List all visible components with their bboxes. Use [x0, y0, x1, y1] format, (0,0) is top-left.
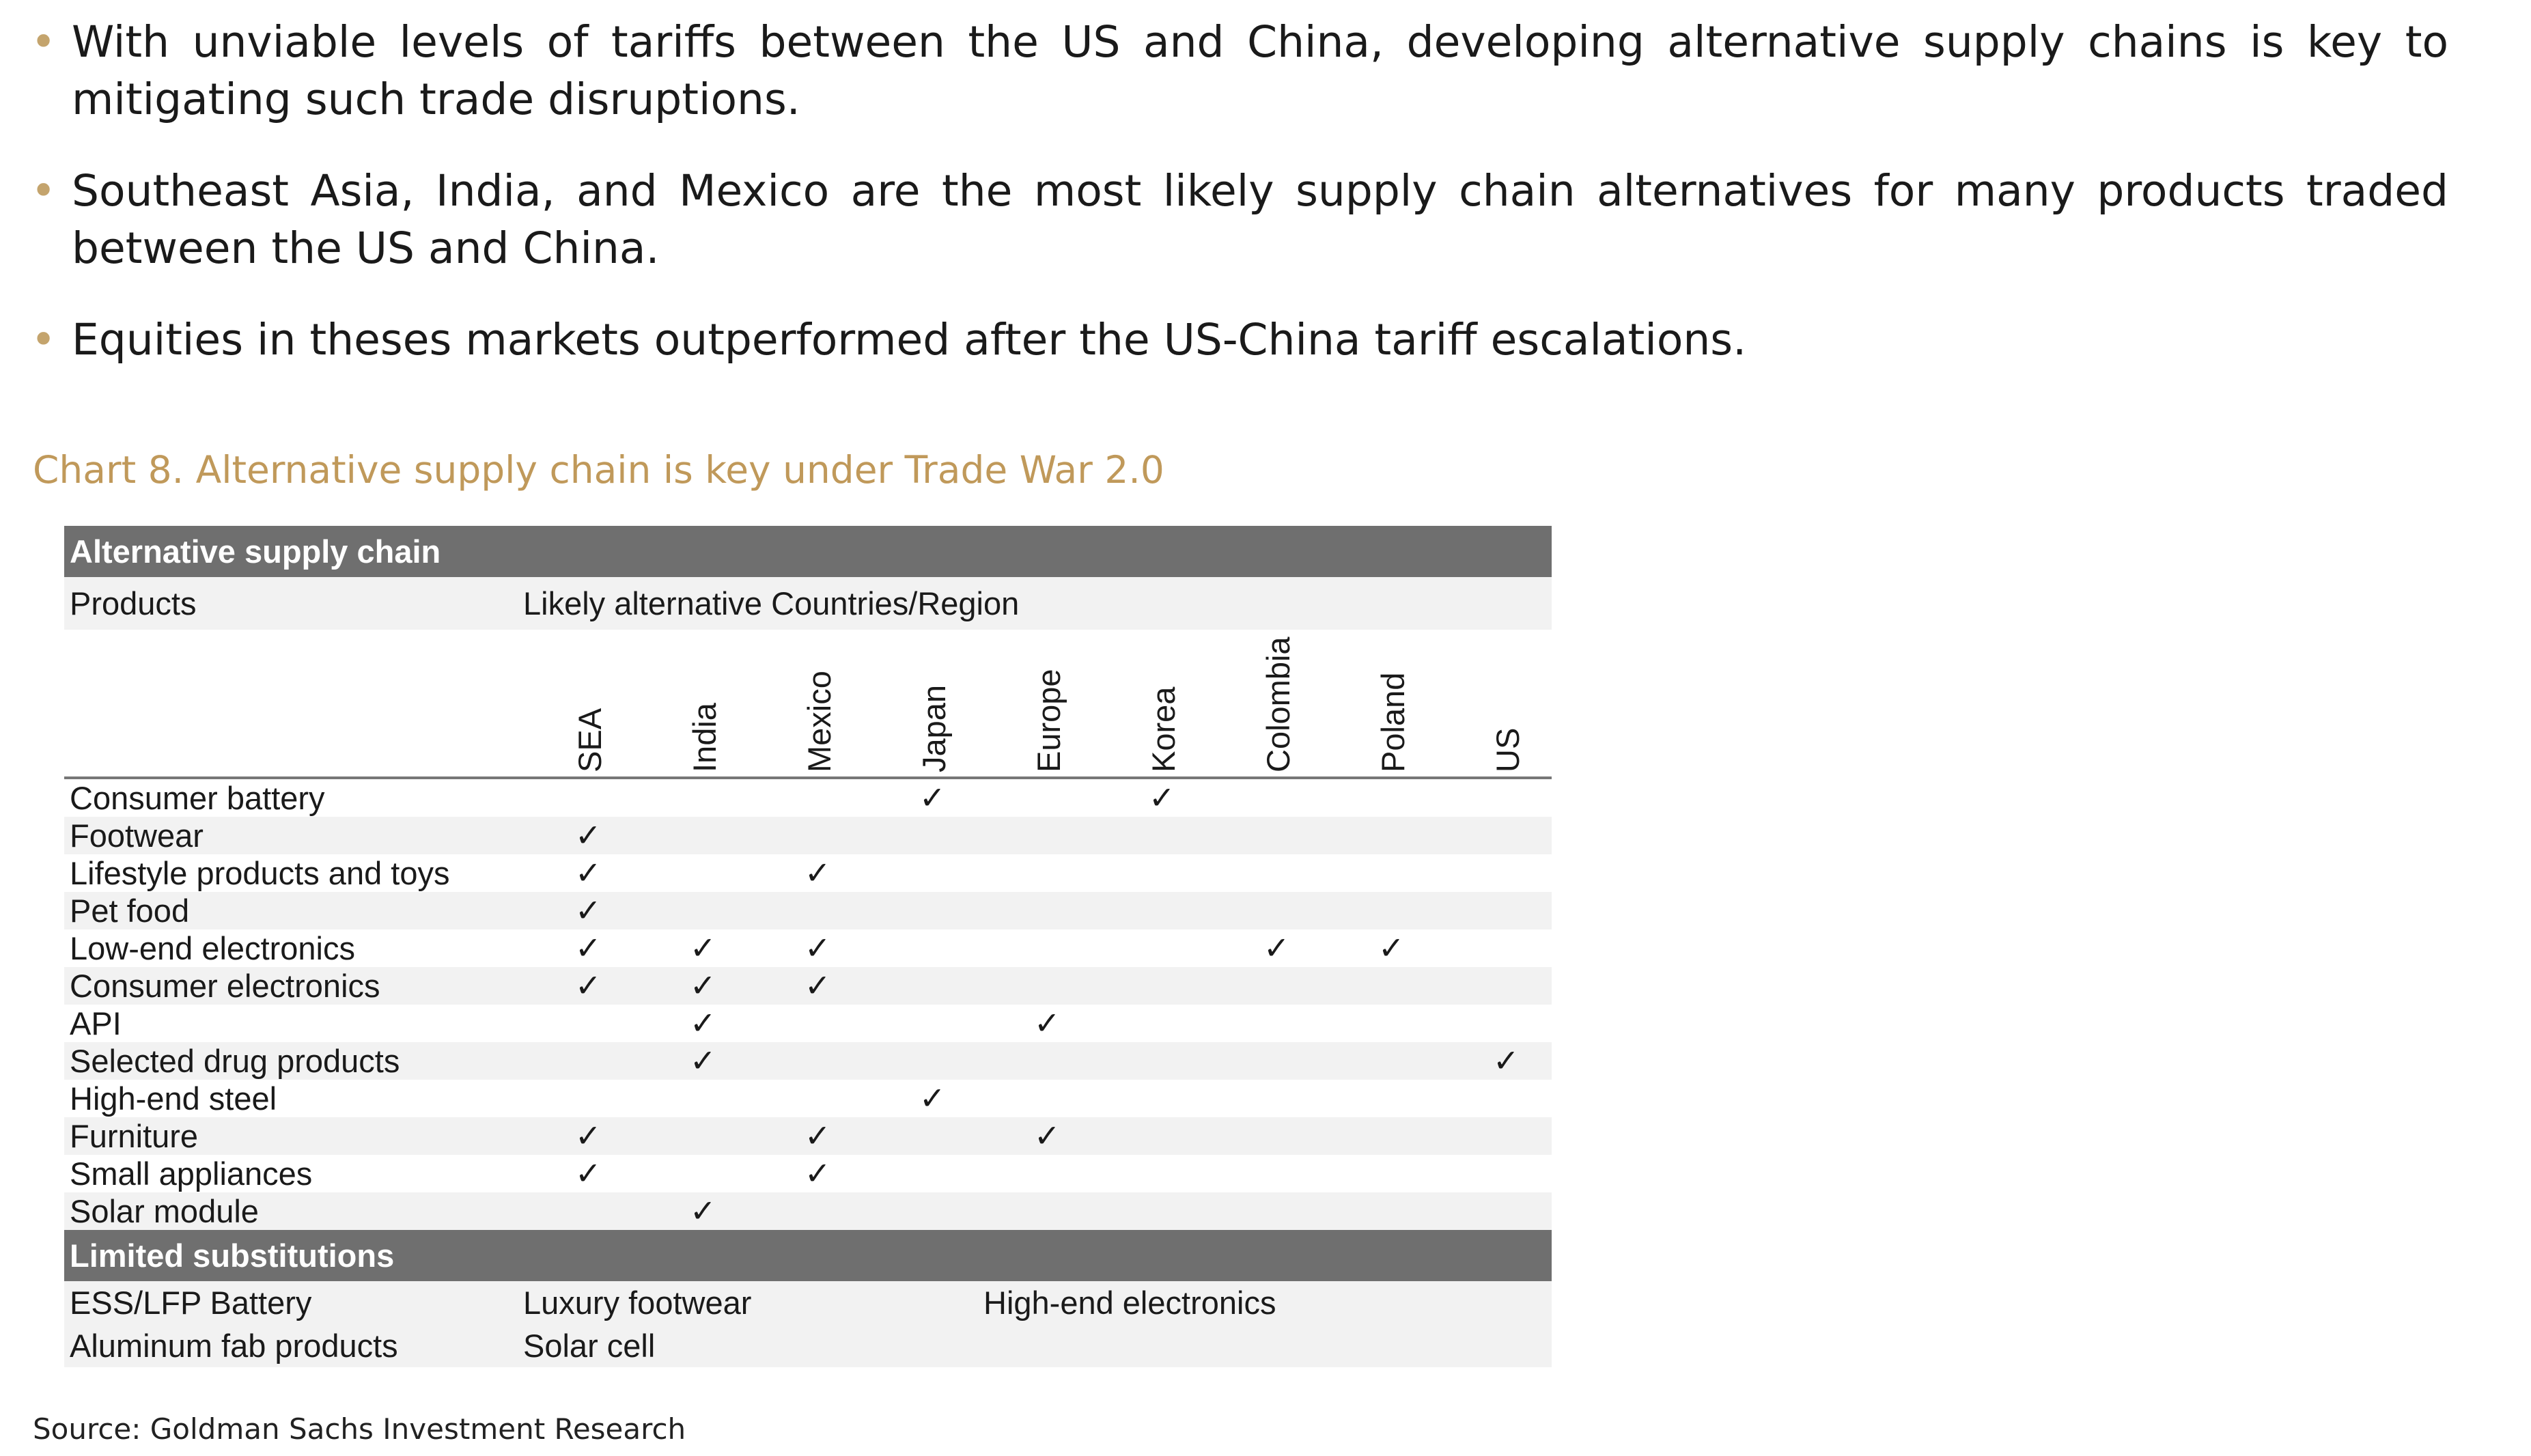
- check-icon: ✓: [805, 929, 831, 966]
- table-header-row: [64, 577, 1552, 630]
- bullet-dot-icon: •: [31, 166, 57, 216]
- check-icon: ✓: [1034, 1117, 1061, 1154]
- table-row: [64, 779, 1552, 817]
- check-icon: ✓: [805, 1117, 831, 1154]
- limited-row: [64, 1281, 1552, 1324]
- chart-title: Chart 8. Alternative supply chain is key under Trade War 2.0: [33, 448, 1164, 492]
- products-header: Products: [70, 585, 197, 621]
- table-row: [64, 1117, 1552, 1155]
- check-icon: ✓: [1034, 1005, 1061, 1041]
- product-name: API: [70, 1005, 122, 1041]
- check-icon: ✓: [919, 779, 946, 816]
- product-name: Furniture: [70, 1118, 199, 1154]
- bullet-dot-icon: •: [31, 315, 57, 365]
- table-row: [64, 817, 1552, 854]
- column-header: Colombia: [1260, 636, 1296, 772]
- check-icon: ✓: [575, 1117, 602, 1154]
- table-row: [64, 854, 1552, 892]
- column-header: US: [1490, 727, 1526, 772]
- table-row: [64, 1042, 1552, 1080]
- check-icon: ✓: [1263, 929, 1290, 966]
- column-header: Europe: [1031, 669, 1067, 772]
- product-name: Selected drug products: [70, 1043, 400, 1079]
- bullet-item: • Southeast Asia, India, and Mexico are the most likely supply chain alternatives for many products traded between the US and China.: [31, 163, 2448, 277]
- limited-cell: Solar cell: [523, 1328, 656, 1364]
- check-icon: ✓: [575, 967, 602, 1004]
- check-icon: ✓: [1378, 929, 1405, 966]
- check-icon: ✓: [690, 929, 716, 966]
- section-header-limited: Limited substitutions: [64, 1230, 1552, 1281]
- check-icon: ✓: [690, 1042, 716, 1079]
- column-header: SEA: [572, 708, 608, 772]
- table-row: [64, 1192, 1552, 1230]
- table-row: [64, 1155, 1552, 1192]
- limited-row: [64, 1324, 1552, 1367]
- check-icon: ✓: [805, 1155, 831, 1192]
- check-icon: ✓: [1149, 779, 1175, 816]
- column-header: Korea: [1145, 686, 1181, 772]
- table-row: [64, 892, 1552, 929]
- bullet-dot-icon: •: [31, 17, 57, 67]
- check-icon: ✓: [1493, 1042, 1520, 1079]
- alternatives-header: Likely alternative Countries/Region: [523, 585, 1020, 621]
- check-icon: ✓: [690, 1005, 716, 1041]
- limited-cell: Luxury footwear: [523, 1285, 752, 1321]
- limited-cell: Aluminum fab products: [70, 1328, 398, 1364]
- column-header: India: [686, 703, 723, 772]
- check-icon: ✓: [805, 854, 831, 891]
- table-row: [64, 1005, 1552, 1042]
- product-name: Solar module: [70, 1193, 259, 1229]
- column-header: Japan: [916, 684, 952, 772]
- limited-cell: High-end electronics: [983, 1285, 1276, 1321]
- check-icon: ✓: [575, 929, 602, 966]
- column-header: Mexico: [801, 671, 837, 772]
- product-name: Consumer battery: [70, 780, 325, 816]
- product-name: Footwear: [70, 817, 204, 854]
- bullet-item: • With unviable levels of tariffs between the US and China, developing alternative supply chains is key to mitigating such trade disruptions.: [31, 14, 2448, 128]
- product-name: Pet food: [70, 893, 190, 929]
- bullet-list: [31, 14, 2448, 403]
- check-icon: ✓: [690, 1192, 716, 1229]
- check-icon: ✓: [690, 967, 716, 1004]
- section-header-alternative: Alternative supply chain: [64, 526, 1552, 577]
- country-column-headers: [64, 630, 1552, 779]
- table-body: [64, 779, 1552, 1230]
- table-row: [64, 1080, 1552, 1117]
- limited-cell: ESS/LFP Battery: [70, 1285, 312, 1321]
- check-icon: ✓: [575, 892, 602, 929]
- bullet-item: • Equities in theses markets outperformed after the US-China tariff escalations.: [31, 311, 2448, 369]
- source-note: Source: Goldman Sachs Investment Research: [33, 1412, 686, 1446]
- product-name: Low-end electronics: [70, 930, 355, 966]
- product-name: Small appliances: [70, 1156, 313, 1192]
- product-name: Consumer electronics: [70, 968, 380, 1004]
- check-icon: ✓: [805, 967, 831, 1004]
- check-icon: ✓: [575, 817, 602, 854]
- table-row: [64, 929, 1552, 967]
- table-row: [64, 967, 1552, 1005]
- product-name: Lifestyle products and toys: [70, 855, 450, 891]
- column-header: Poland: [1375, 672, 1411, 772]
- check-icon: ✓: [575, 1155, 602, 1192]
- check-icon: ✓: [919, 1080, 946, 1117]
- check-icon: ✓: [575, 854, 602, 891]
- supply-chain-table: [64, 526, 1552, 1367]
- product-name: High-end steel: [70, 1080, 277, 1117]
